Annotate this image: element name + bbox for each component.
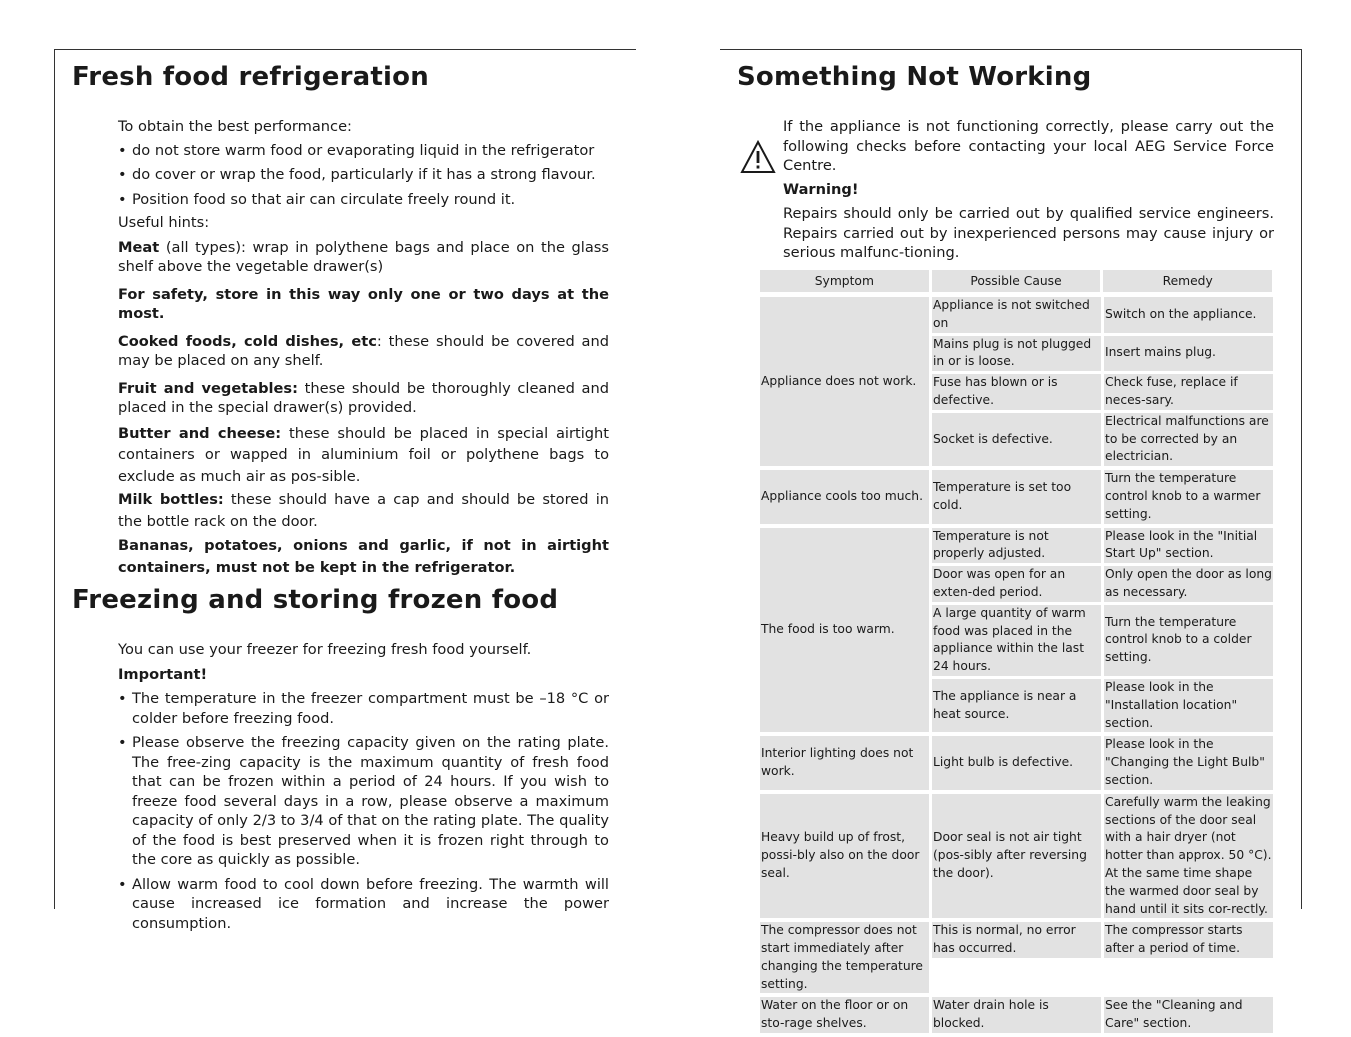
remedy-cell: Please look in the "Changing the Light Bulb" section. <box>1104 736 1273 789</box>
table-body <box>760 297 1275 1033</box>
cause-remedy-rows <box>932 470 1274 523</box>
remedy-cell: Please look in the "Initial Start Up" section. <box>1104 528 1273 564</box>
fresh-food-body <box>118 117 609 578</box>
top-rule <box>55 49 636 50</box>
cause-cell: Fuse has blown or is defective. <box>932 374 1101 410</box>
symptom-cell: The food is too warm. <box>760 528 929 733</box>
table-row <box>932 528 1274 564</box>
safety-note: For safety, store in this way only one or two days at the most. <box>118 285 609 322</box>
remedy-cell: Please look in the "Installation location" section. <box>1104 679 1273 732</box>
troubleshoot-intro <box>783 117 1274 263</box>
top-rule <box>720 49 1301 50</box>
table-row <box>932 605 1274 676</box>
symptom-cell: The compressor does not start immediately after changing the temperature setting. <box>760 922 929 993</box>
fresh-intro: To obtain the best performance: <box>118 118 352 135</box>
freezing-intro: You can use your freezer for freezing fresh food yourself. <box>118 641 532 658</box>
meat-paragraph: Meat (all types): wrap in polythene bags and place on the glass shelf above the vegetable drawer(s) <box>118 238 609 275</box>
fresh-food-title: Fresh food refrigeration <box>72 62 429 92</box>
cause-remedy-rows <box>932 528 1274 733</box>
intro-paragraph: If the appliance is not functioning correctly, please carry out the following checks before contacting your local AEG Service Force Centre. <box>783 118 1274 174</box>
important-label: Important! <box>118 665 208 683</box>
cause-cell: Socket is defective. <box>932 413 1101 466</box>
cause-cell: Light bulb is defective. <box>932 736 1101 789</box>
cause-cell: This is normal, no error has occurred. <box>932 922 1101 958</box>
table-row-group <box>760 528 1275 733</box>
remedy-cell: Carefully warm the leaking sections of the door seal with a hair dryer (not hotter than approx. 50 °C). At the same time shape the warmed door seal by hand until it sits cor-rectly. <box>1104 794 1273 919</box>
cause-cell: Door was open for an exten-ded period. <box>932 566 1101 602</box>
symptom-cell: Interior lighting does not work. <box>760 736 929 789</box>
cause-cell: Mains plug is not plugged in or is loose. <box>932 336 1101 372</box>
remedy-cell: Turn the temperature control knob to a warmer setting. <box>1104 470 1273 523</box>
header-possible-cause: Possible Cause <box>932 270 1101 292</box>
table-row-group <box>760 922 1275 993</box>
table-row-group <box>760 297 1275 466</box>
cause-remedy-rows <box>932 736 1274 789</box>
table-row <box>932 736 1274 789</box>
remedy-cell: Electrical malfunctions are to be corrected by an electrician. <box>1104 413 1273 466</box>
table-row <box>932 470 1274 523</box>
left-page <box>0 0 675 954</box>
side-rule <box>1301 49 1302 909</box>
symptom-cell: Appliance does not work. <box>760 297 929 466</box>
warning-label: Warning! <box>783 180 859 198</box>
table-row <box>932 794 1274 919</box>
cause-cell: A large quantity of warm food was placed in the appliance within the last 24 hours. <box>932 605 1101 676</box>
remedy-cell: Insert mains plug. <box>1104 336 1273 372</box>
table-row <box>932 297 1274 333</box>
cause-cell: Temperature is not properly adjusted. <box>932 528 1101 564</box>
cause-remedy-rows <box>932 922 1274 993</box>
table-row <box>932 336 1274 372</box>
cause-remedy-rows <box>932 297 1274 466</box>
remedy-cell: Only open the door as long as necessary. <box>1104 566 1273 602</box>
cause-cell: The appliance is near a heat source. <box>932 679 1101 732</box>
cause-remedy-rows <box>932 997 1274 1033</box>
table-header <box>760 270 1275 294</box>
table-row <box>932 566 1274 602</box>
hints-label: Useful hints: <box>118 214 210 231</box>
table-row <box>932 997 1274 1033</box>
list-item: • Position food so that air can circulate freely round it. <box>118 190 516 208</box>
fruit-paragraph: Fruit and vegetables: these should be thoroughly cleaned and placed in the special drawer(s) provided. <box>118 379 609 416</box>
freezing-title: Freezing and storing frozen food <box>72 585 559 615</box>
cause-cell: Appliance is not switched on <box>932 297 1101 333</box>
table-row <box>932 679 1274 732</box>
butter-paragraph: Butter and cheese: these should be placed in special airtight containers or wapped in aluminium foil or polythene bags to exclude as much air as pos-sible. <box>118 424 609 485</box>
bananas-note: Bananas, potatoes, onions and garlic, if not in airtight containers, must not be kept in the refrigerator. <box>118 537 609 576</box>
freezing-body <box>118 640 609 933</box>
header-remedy: Remedy <box>1103 270 1272 292</box>
remedy-cell: See the "Cleaning and Care" section. <box>1104 997 1273 1033</box>
table-row <box>932 374 1274 410</box>
warning-triangle-icon <box>740 140 776 174</box>
right-page <box>675 0 1351 1031</box>
troubleshooting-table <box>760 270 1275 1037</box>
symptom-cell: Appliance cools too much. <box>760 470 929 523</box>
symptom-cell: Water on the floor or on sto-rage shelves. <box>760 997 929 1033</box>
cause-remedy-rows <box>932 794 1274 919</box>
remedy-cell: Check fuse, replace if neces-sary. <box>1104 374 1273 410</box>
table-row-group <box>760 794 1275 919</box>
milk-paragraph: Milk bottles: these should have a cap and should be stored in the bottle rack on the door. <box>118 491 609 530</box>
header-symptom: Symptom <box>760 270 929 292</box>
list-item: • The temperature in the freezer compartment must be –18 °C or colder before freezing food. <box>118 690 609 727</box>
table-row <box>932 922 1274 958</box>
cause-cell: Door seal is not air tight (pos-sibly after reversing the door). <box>932 794 1101 919</box>
list-item: • do not store warm food or evaporating liquid in the refrigerator <box>118 141 595 159</box>
something-not-working-title: Something Not Working <box>737 62 1092 92</box>
warning-text: Repairs should only be carried out by qualified service engineers. Repairs carried out by inexperienced persons may cause injury or serious malfunc-tioning. <box>783 205 1274 261</box>
list-item: • Allow warm food to cool down before freezing. The warmth will cause increased ice formation and increase the power consumption. <box>118 875 609 932</box>
list-item: • Please observe the freezing capacity given on the rating plate. The free-zing capacity is the maximum quantity of fresh food that can be frozen within a period of 24 hours. If you wish to freeze food several days in a row, please observe a maximum capacity of only 2/3 to 3/4 of that on the rating plate. The quality of the food is best preserved when it is frozen right through to the core as quickly as possible. <box>118 734 609 868</box>
side-rule <box>54 49 55 909</box>
table-row-group <box>760 997 1275 1033</box>
symptom-cell: Heavy build up of frost, possi-bly also on the door seal. <box>760 794 929 919</box>
table-row <box>932 413 1274 466</box>
remedy-cell: The compressor starts after a period of time. <box>1104 922 1273 958</box>
cooked-paragraph: Cooked foods, cold dishes, etc: these should be covered and may be placed on any shelf. <box>118 332 609 369</box>
remedy-cell: Turn the temperature control knob to a colder setting. <box>1104 605 1273 676</box>
table-row-group <box>760 470 1275 523</box>
table-row-group <box>760 736 1275 789</box>
remedy-cell: Switch on the appliance. <box>1104 297 1273 333</box>
list-item: • do cover or wrap the food, particularly if it has a strong flavour. <box>118 166 596 183</box>
cause-cell: Water drain hole is blocked. <box>932 997 1101 1033</box>
cause-cell: Temperature is set too cold. <box>932 470 1101 523</box>
